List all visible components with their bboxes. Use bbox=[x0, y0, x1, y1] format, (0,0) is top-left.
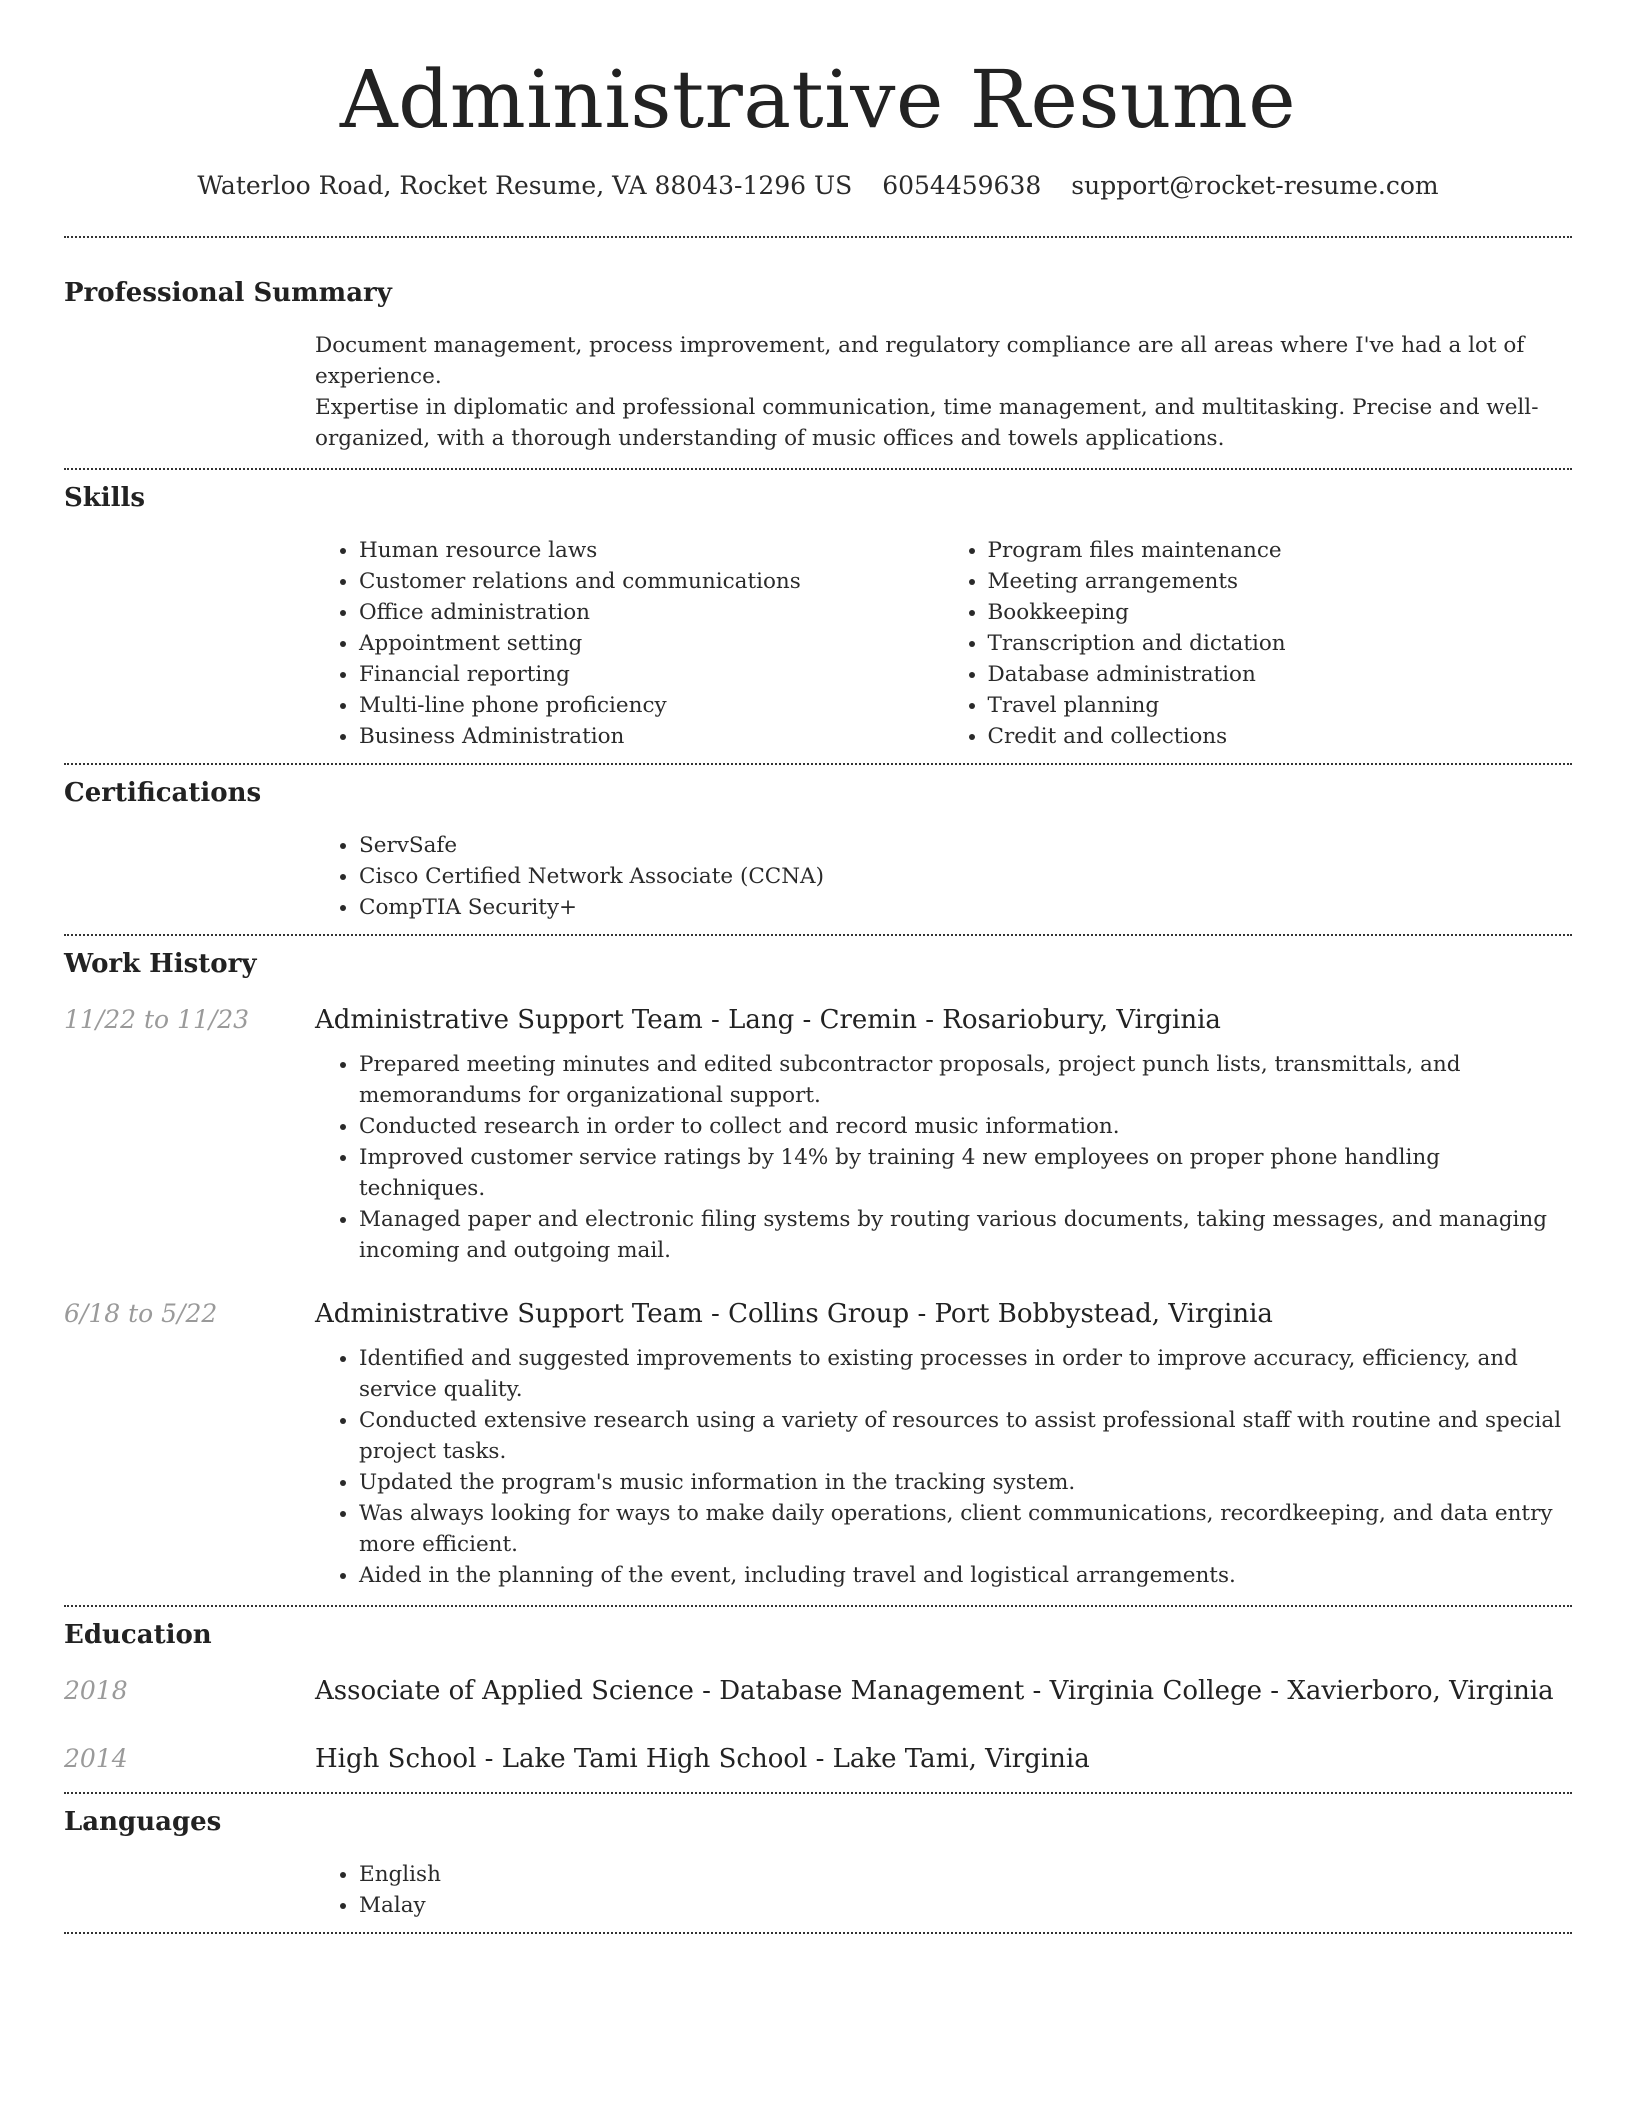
languages-list bbox=[315, 1859, 1572, 1921]
job-details bbox=[315, 1049, 1572, 1266]
section-divider bbox=[64, 1605, 1572, 1607]
certifications-section bbox=[64, 776, 1572, 923]
education-heading-line: High School - Lake Tami High School - Lake Tami, Virginia bbox=[315, 1744, 1090, 1774]
skill-item: • Customer relations and communications bbox=[359, 566, 944, 597]
resume-title: Administrative Resume bbox=[339, 53, 1297, 146]
work-history-section bbox=[64, 947, 1572, 1591]
section-divider bbox=[64, 1792, 1572, 1794]
job-bullet: • Managed paper and electronic filing systems by routing various documents, taking messages, and managing incoming and outgoing mail. bbox=[359, 1204, 1572, 1266]
skill-item: • Multi-line phone proficiency bbox=[359, 690, 944, 721]
skill-item: • Office administration bbox=[359, 597, 944, 628]
section-divider bbox=[64, 468, 1572, 470]
job-bullet: • Identified and suggested improvements to existing processes in order to improve accuracy, efficiency, and service quality. bbox=[359, 1343, 1572, 1405]
job-heading: Administrative Support Team - Collins Group - Port Bobbystead, Virginia bbox=[315, 1299, 1273, 1329]
job-entry bbox=[64, 1003, 1572, 1266]
job-bullet: • Updated the program's music information in the tracking system. bbox=[359, 1467, 1572, 1498]
skill-item: • Database administration bbox=[988, 659, 1573, 690]
skill-item: • Bookkeeping bbox=[988, 597, 1573, 628]
certification-item: • ServSafe bbox=[359, 830, 1572, 861]
certifications-body bbox=[315, 830, 1572, 923]
job-date: 6/18 to 5/22 bbox=[64, 1299, 218, 1328]
skill-item: • Credit and collections bbox=[988, 721, 1573, 752]
contact-address: Waterloo Road, Rocket Resume, VA 88043-1296 US bbox=[197, 171, 853, 200]
summary-line: Expertise in diplomatic and professional communication, time management, and multitasking. Precise and well- bbox=[315, 395, 1539, 420]
skill-item: • Transcription and dictation bbox=[988, 628, 1573, 659]
job-bullet: • Prepared meeting minutes and edited subcontractor proposals, project punch lists, transmittals, and memorandums for organizational support. bbox=[359, 1049, 1572, 1111]
job-header bbox=[64, 1297, 1572, 1331]
summary-line: organized, with a thorough understanding of music offices and towels applications. bbox=[315, 426, 1225, 451]
education-section bbox=[64, 1618, 1572, 1776]
education-entry bbox=[64, 1674, 1572, 1708]
education-heading-line: Associate of Applied Science - Database Management - Virginia College - Xavierboro, Virginia bbox=[315, 1676, 1554, 1706]
education-entry bbox=[64, 1742, 1572, 1776]
languages-heading: Languages bbox=[64, 1807, 222, 1837]
work-history-heading: Work History bbox=[64, 949, 257, 979]
contact-phone: 6054459638 bbox=[882, 171, 1042, 200]
job-bullet: • Was always looking for ways to make daily operations, client communications, recordkeeping, and data entry more efficient. bbox=[359, 1498, 1572, 1560]
education-date: 2018 bbox=[64, 1676, 128, 1705]
job-bullet: • Aided in the planning of the event, including travel and logistical arrangements. bbox=[359, 1560, 1572, 1591]
education-date: 2014 bbox=[64, 1744, 128, 1773]
section-divider bbox=[64, 1932, 1572, 1934]
job-bullet: • Conducted extensive research using a variety of resources to assist professional staff with routine and special project tasks. bbox=[359, 1405, 1572, 1467]
job-bullets bbox=[315, 1049, 1572, 1266]
skills-list-left bbox=[315, 535, 944, 752]
skill-item: • Appointment setting bbox=[359, 628, 944, 659]
skill-item: • Travel planning bbox=[988, 690, 1573, 721]
section-divider bbox=[64, 763, 1572, 765]
section-divider bbox=[64, 236, 1572, 238]
skills-section bbox=[64, 481, 1572, 752]
skills-list-right bbox=[944, 535, 1573, 752]
contact-email: support@rocket-resume.com bbox=[1071, 171, 1439, 200]
skill-item: • Program files maintenance bbox=[988, 535, 1573, 566]
summary-heading: Professional Summary bbox=[64, 278, 392, 308]
summary-line: Document management, process improvement, and regulatory compliance are all areas where I've had a lot of experience. bbox=[315, 333, 1525, 389]
job-date: 11/22 to 11/23 bbox=[64, 1005, 250, 1034]
skill-item: • Financial reporting bbox=[359, 659, 944, 690]
skill-item: • Meeting arrangements bbox=[988, 566, 1573, 597]
job-details bbox=[315, 1343, 1572, 1591]
summary-section bbox=[64, 276, 1572, 454]
language-item: • Malay bbox=[359, 1890, 1572, 1921]
section-divider bbox=[64, 934, 1572, 936]
job-heading: Administrative Support Team - Lang - Cremin - Rosariobury, Virginia bbox=[315, 1005, 1221, 1035]
contact-line bbox=[64, 170, 1572, 202]
resume-page bbox=[64, 0, 1572, 1934]
languages-section bbox=[64, 1805, 1572, 1921]
certifications-list bbox=[315, 830, 1572, 923]
languages-body bbox=[315, 1859, 1572, 1921]
certification-item: • CompTIA Security+ bbox=[359, 892, 1572, 923]
skill-item: • Human resource laws bbox=[359, 535, 944, 566]
certification-item: • Cisco Certified Network Associate (CCNA) bbox=[359, 861, 1572, 892]
job-header bbox=[64, 1003, 1572, 1037]
job-entry bbox=[64, 1297, 1572, 1591]
summary-text bbox=[315, 330, 1572, 454]
language-item: • English bbox=[359, 1859, 1572, 1890]
job-bullet: • Improved customer service ratings by 14% by training 4 new employees on proper phone handling techniques. bbox=[359, 1142, 1572, 1204]
skills-heading: Skills bbox=[64, 483, 146, 513]
skills-columns bbox=[315, 535, 1572, 752]
skill-item: • Business Administration bbox=[359, 721, 944, 752]
education-heading: Education bbox=[64, 1620, 212, 1650]
job-bullet: • Conducted research in order to collect and record music information. bbox=[359, 1111, 1572, 1142]
certifications-heading: Certifications bbox=[64, 778, 262, 808]
job-bullets bbox=[315, 1343, 1572, 1591]
